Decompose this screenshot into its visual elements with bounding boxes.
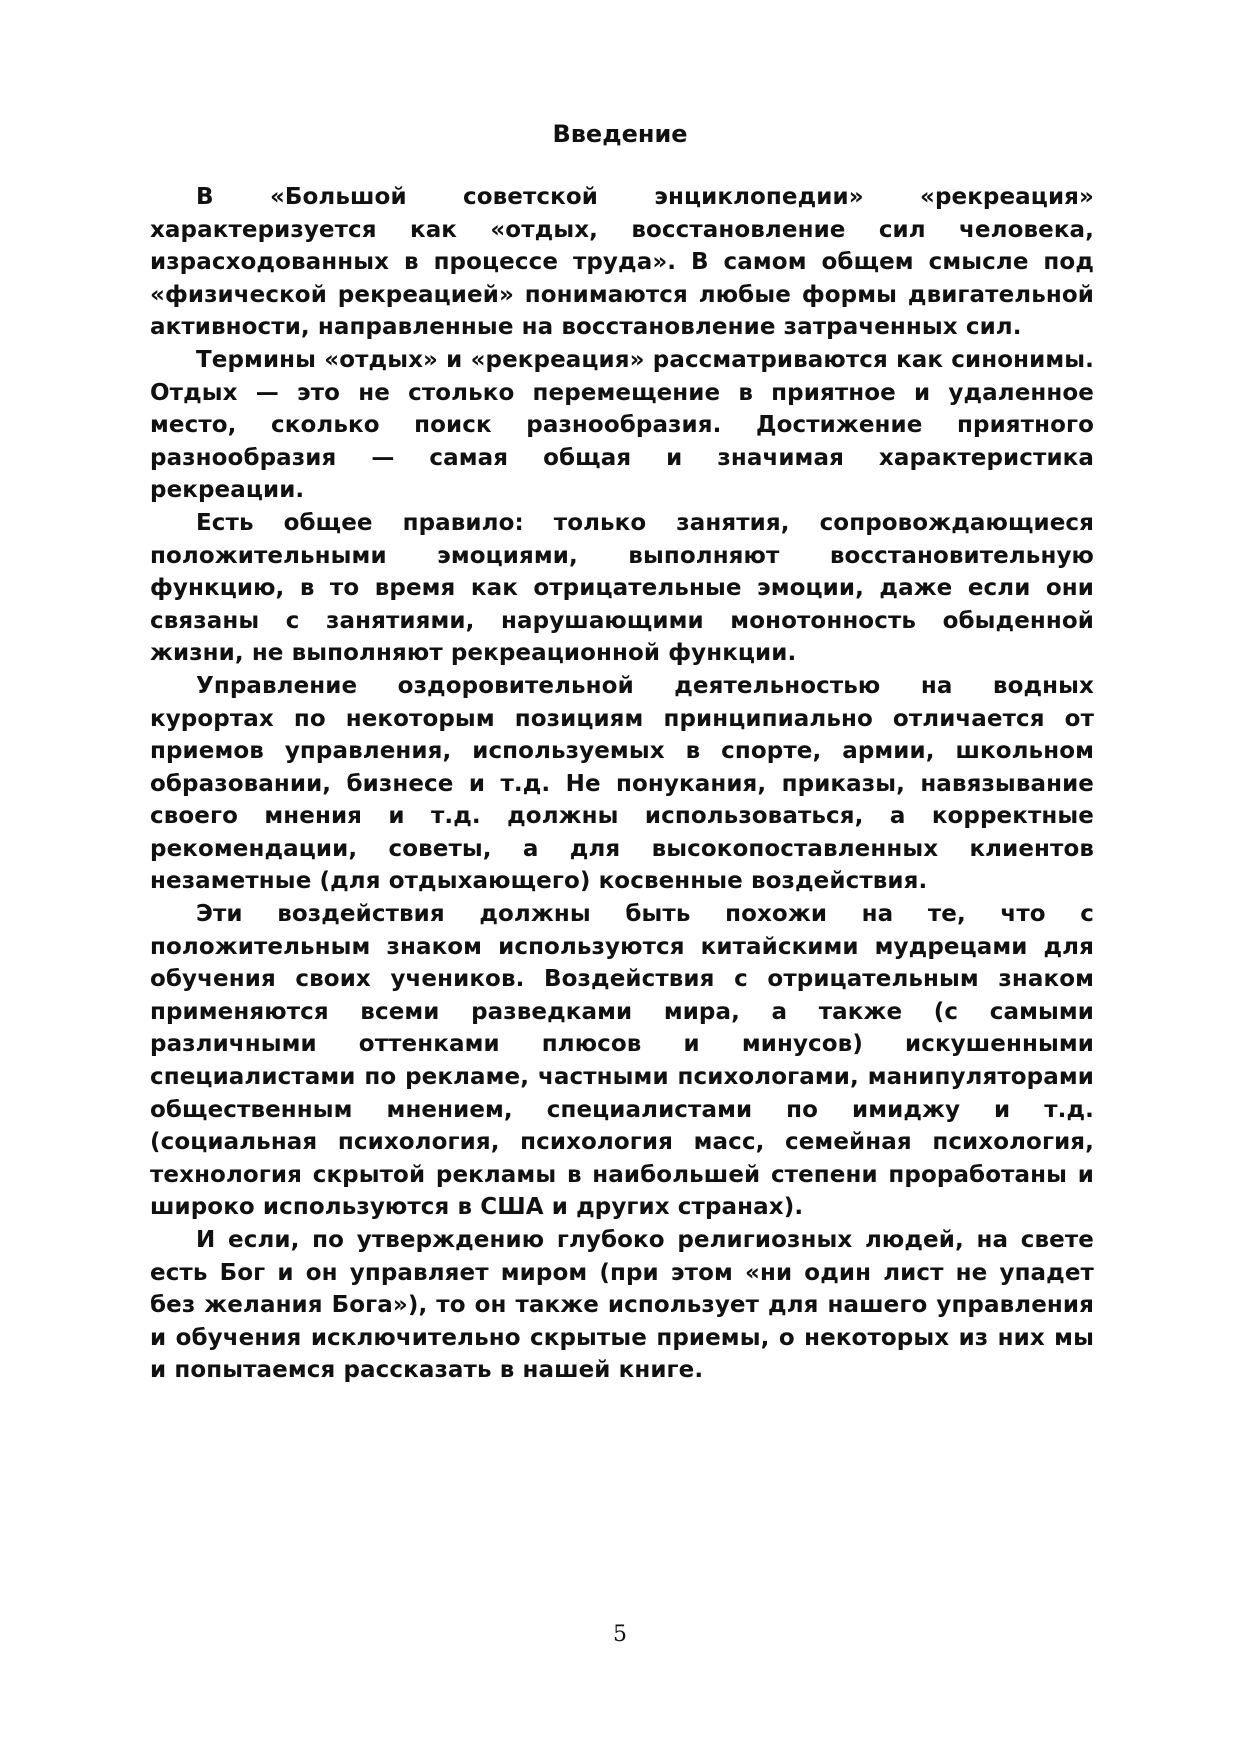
body-text — [150, 181, 1094, 1387]
paragraph-5: Эти воздействия должны быть похожи на те, что с положительным знаком используются китайскими мудрецами для обучения своих учеников. Воздействия с отрицательным знаком применяются всеми разведками мира, а также (с самыми различными оттенками плюсов и минусов) искушенными специалистами по рекламе, частными психологами, манипуляторами общественным мнением, специалистами по имиджу и т.д. (социальная психология, психология масс, семейная психология, технология скрытой рекламы в наибольшей степени проработаны и широко используются в США и других странах). — [150, 901, 1094, 1221]
paragraph-2: Термины «отдых» и «рекреация» рассматриваются как синонимы. Отдых — это не столько перемещение в приятное и удаленное место, сколько поиск разнообразия. Достижение приятного разнообразия — самая общая и значимая характеристика рекреации. — [150, 346, 1094, 504]
paragraph-4: Управление оздоровительной деятельностью на водных курортах по некоторым позициям принципиально отличается от приемов управления, используемых в спорте, армии, школьном образовании, бизнесе и т.д. Не понукания, приказы, навязывание своего мнения и т.д. должны использоваться, а корректные рекомендации, советы, а для высокопоставленных клиентов незаметные (для отдыхающего) косвенные воздействия. — [150, 672, 1094, 895]
paragraph-1: В «Большой советской энциклопедии» «рекреация» характеризуется как «отдых, восстановление сил человека, израсходованных в процессе труда». В самом общем смысле под «физической рекреацией» понимаются любые формы двигательной активности, направленные на восстановление затраченных сил. — [150, 184, 1094, 341]
page-title: Введение — [552, 120, 688, 148]
paragraph-6: И если, по утверждению глубоко религиозных людей, на свете есть Бог и он управляет миром (при этом «ни один лист не упадет без желания Бога»), то он также использует для нашего управления и обучения исключительно скрытые приемы, о некоторых из них мы и попытаемся рассказать в нашей книге. — [150, 1227, 1094, 1384]
page-number: 5 — [613, 1622, 627, 1647]
paragraph-3: Есть общее правило: только занятия, сопровождающиеся положительными эмоциями, выполняют восстановительную функцию, в то время как отрицательные эмоции, даже если они связаны с занятиями, нарушающими монотонность обыденной жизни, не выполняют рекреационной функции. — [150, 509, 1094, 667]
